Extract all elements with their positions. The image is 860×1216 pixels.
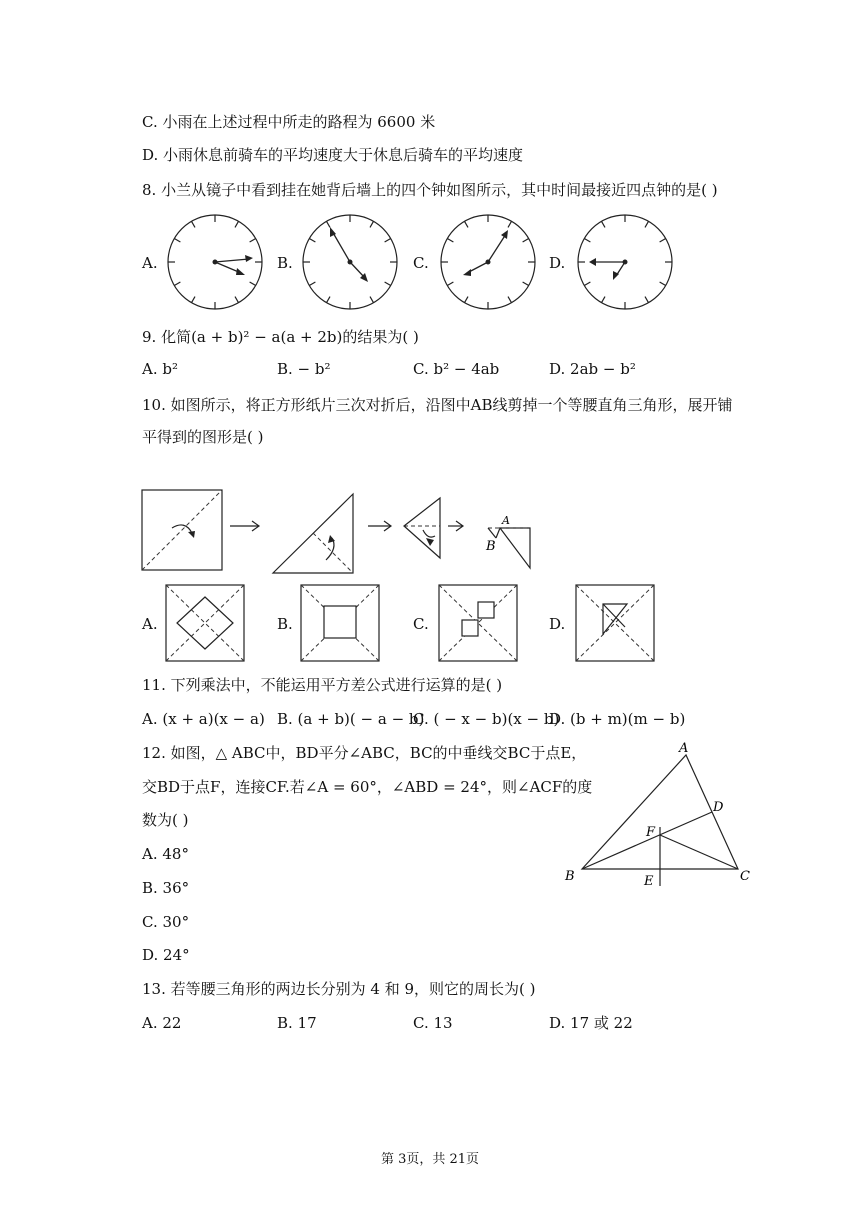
q10-figure-d [575, 584, 655, 662]
question-12-line-2: 交BD于点F，连接CF.若∠A = 60°，∠ABD = 24°，则∠ACF的度 [142, 778, 593, 796]
q11-option-d: D. (b + m)(m − b) [549, 710, 686, 728]
q9-option-a: A. b² [142, 360, 178, 378]
triangle-label-b: B [565, 869, 575, 884]
option-c-text: C. 小雨在上述过程中所走的路程为 6600 米 [142, 113, 436, 131]
folding-process-figure [140, 488, 540, 578]
q13-option-a: A. 22 [142, 1014, 182, 1032]
q10-option-b-label: B. [277, 615, 293, 633]
q8-option-b-label: B. [277, 254, 293, 272]
page-footer: 第 3页，共 21页 [380, 1152, 480, 1167]
triangle-label-a: A [679, 741, 689, 756]
q10-figure-a [165, 584, 245, 662]
q10-figure-c [438, 584, 518, 662]
question-10-line-1: 10. 如图所示，将正方形纸片三次对折后，沿图中AB线剪掉一个等腰直角三角形，展开铺 [142, 396, 733, 414]
option-d-text: D. 小雨休息前骑车的平均速度大于休息后骑车的平均速度 [142, 146, 524, 164]
question-12-line-3: 数为( ) [142, 811, 189, 829]
fold-label-a: A [502, 514, 510, 527]
clock-a-figure [165, 212, 265, 312]
triangle-label-f: F [646, 825, 656, 840]
question-12-line-1: 12. 如图，△ ABC中，BD平分∠ABC，BC的中垂线交BC于点E， [142, 744, 587, 762]
q12-option-a: A. 48° [142, 845, 189, 863]
question-9: 9. 化简(a + b)² − a(a + 2b)的结果为( ) [142, 328, 419, 346]
question-8: 8. 小兰从镜子中看到挂在她背后墙上的四个钟如图所示，其中时间最接近四点钟的是( ) [142, 181, 718, 199]
q12-option-c: C. 30° [142, 913, 190, 931]
q11-option-b: B. (a + b)( − a − b) [277, 710, 425, 728]
clock-b-figure [300, 212, 400, 312]
q8-option-d-label: D. [549, 254, 566, 272]
triangle-label-d: D [713, 800, 724, 815]
q13-option-c: C. 13 [413, 1014, 453, 1032]
q11-option-a: A. (x + a)(x − a) [142, 710, 265, 728]
clock-d-figure [575, 212, 675, 312]
q10-option-d-label: D. [549, 615, 566, 633]
q12-option-d: D. 24° [142, 946, 190, 964]
clock-c-figure [438, 212, 538, 312]
question-10-line-2: 平得到的图形是( ) [142, 428, 264, 446]
q10-option-a-label: A. [142, 615, 158, 633]
q10-figure-b [300, 584, 380, 662]
q9-option-b: B. − b² [277, 360, 331, 378]
q13-option-b: B. 17 [277, 1014, 317, 1032]
q9-option-c: C. b² − 4ab [413, 360, 500, 378]
question-11: 11. 下列乘法中，不能运用平方差公式进行运算的是( ) [142, 676, 503, 694]
q9-option-d: D. 2ab − b² [549, 360, 636, 378]
triangle-label-c: C [740, 869, 750, 884]
question-13: 13. 若等腰三角形的两边长分别为 4 和 9，则它的周长为( ) [142, 980, 536, 998]
fold-label-b: B [486, 539, 496, 554]
q12-option-b: B. 36° [142, 879, 190, 897]
q11-option-c: C. ( − x − b)(x − b) [413, 710, 560, 728]
q13-option-d: D. 17 或 22 [549, 1014, 633, 1032]
triangle-label-e: E [644, 874, 654, 889]
q10-option-c-label: C. [413, 615, 429, 633]
q8-option-c-label: C. [413, 254, 429, 272]
q8-option-a-label: A. [142, 254, 158, 272]
triangle-abc-figure [560, 738, 760, 890]
